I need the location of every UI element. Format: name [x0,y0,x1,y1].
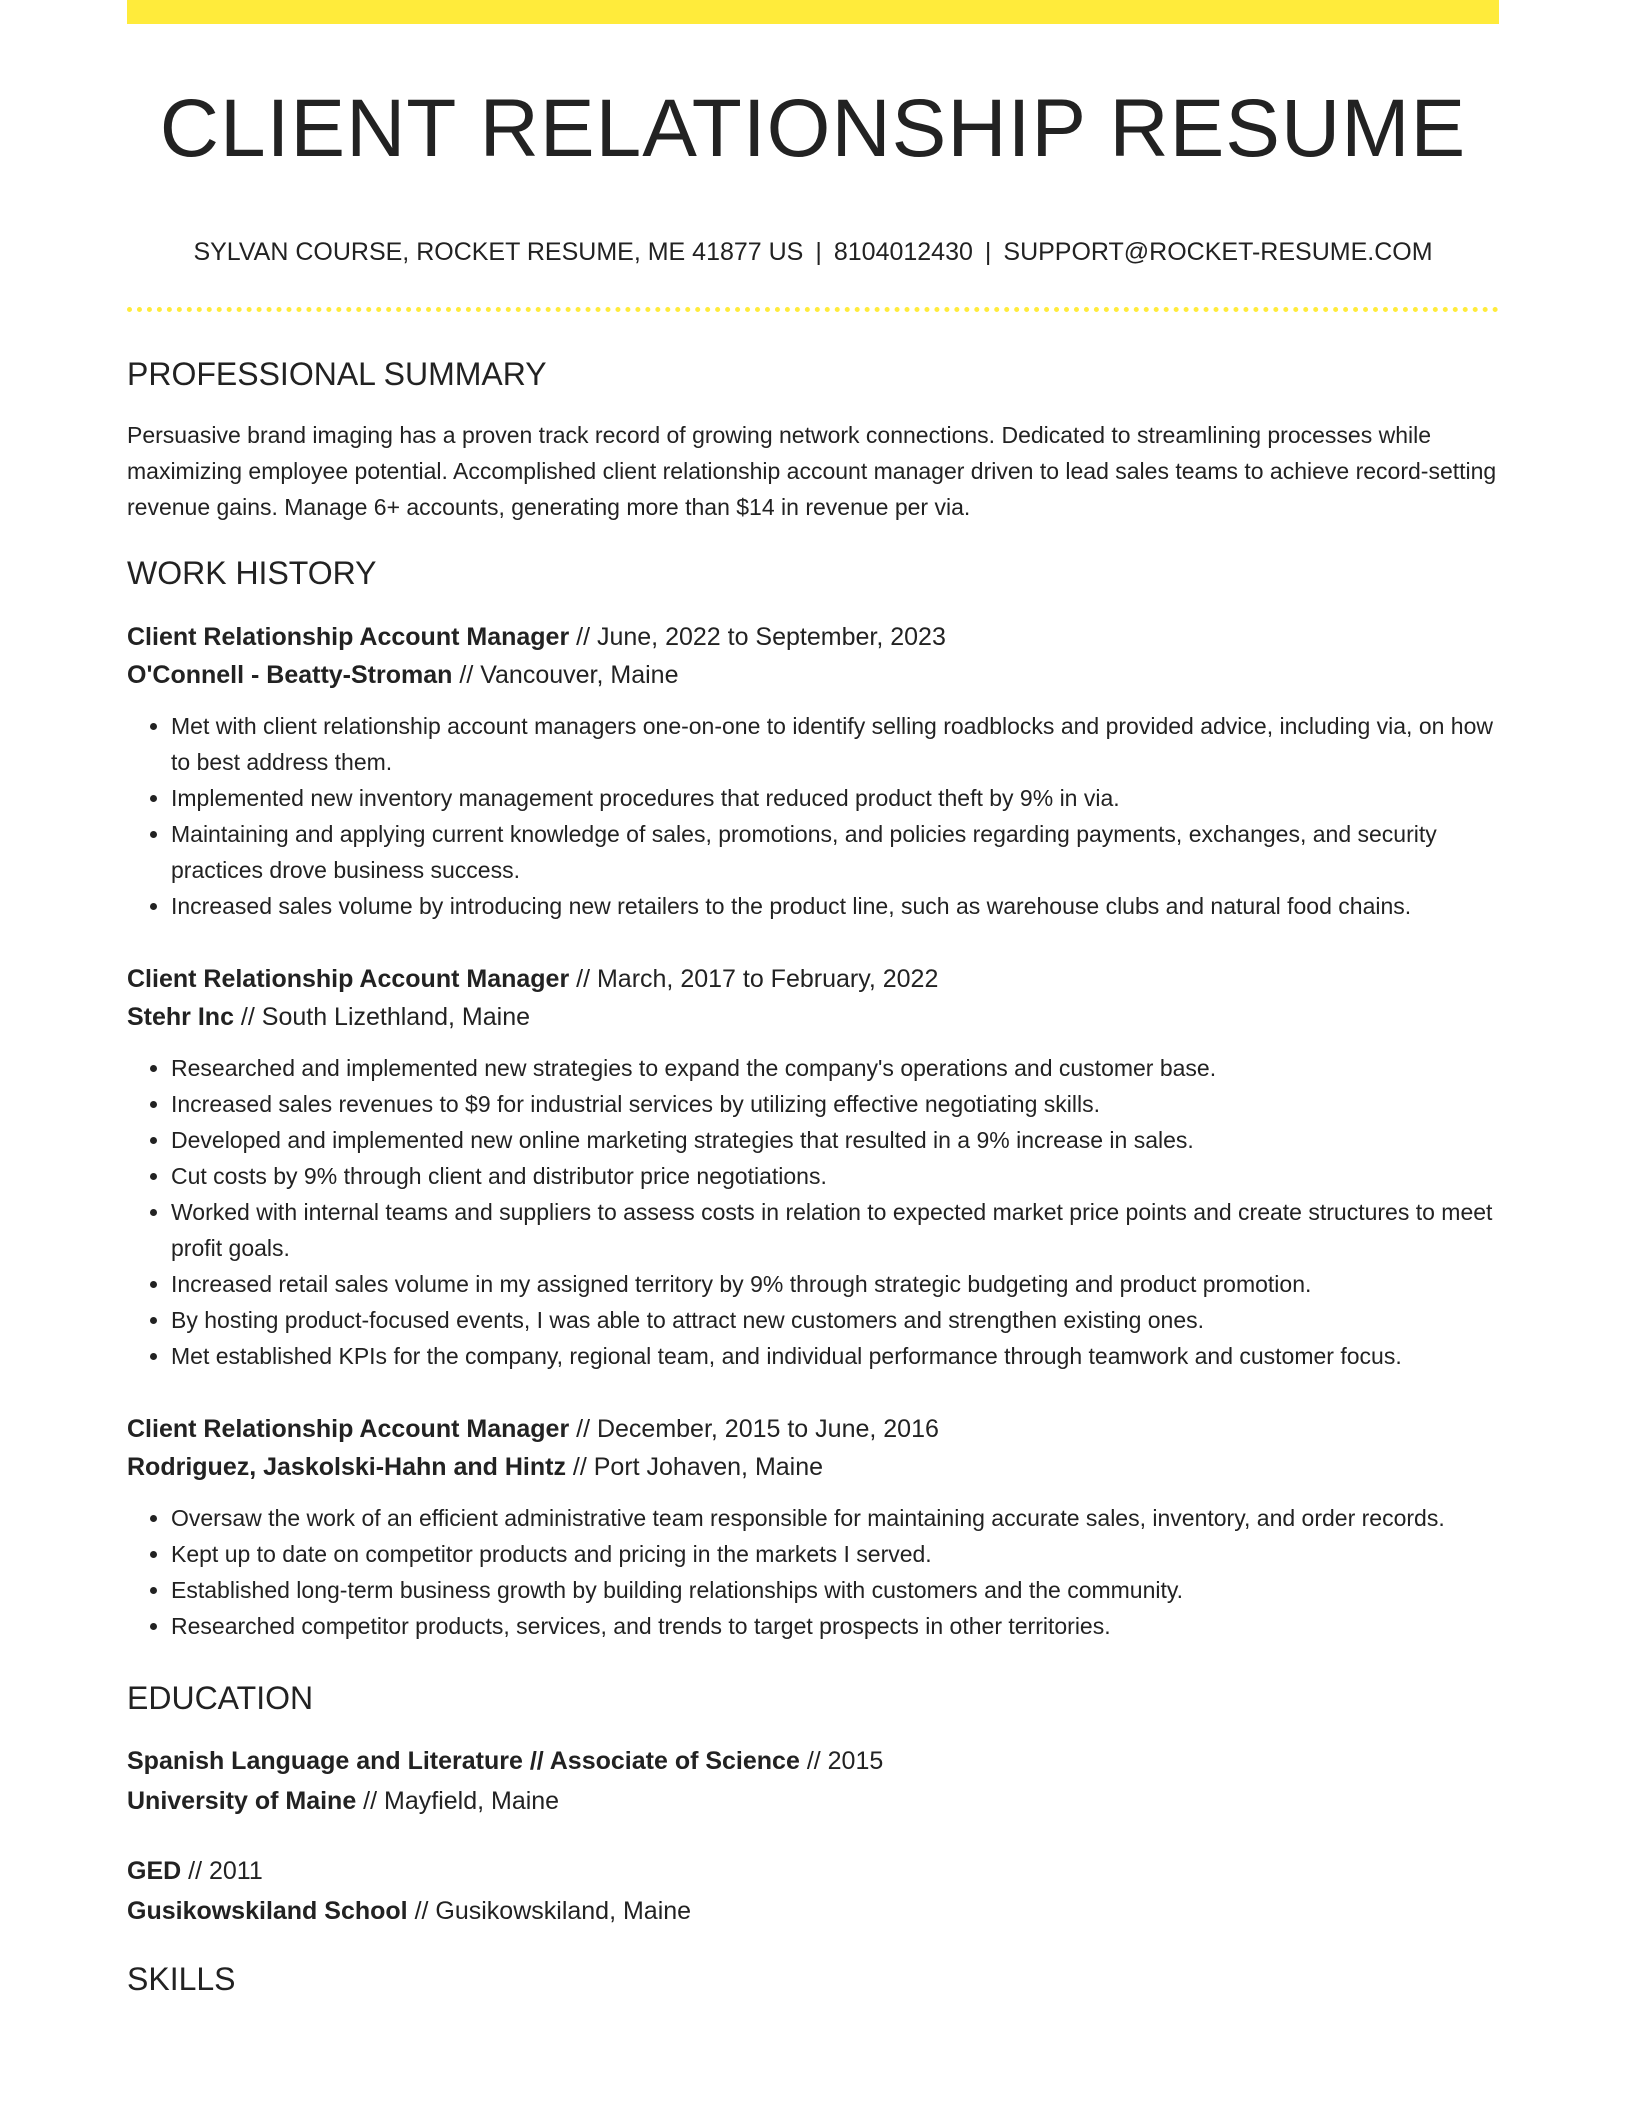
list-item: • By hosting product-focused events, I was able to attract new customers and strengthen existing ones. [171,1302,1499,1338]
list-item: • Researched competitor products, services, and trends to target prospects in other territories. [171,1608,1499,1644]
job-company: Rodriguez, Jaskolski-Hahn and Hintz [127,1453,566,1482]
job-location: // South Lizethland, Maine [233,1003,531,1032]
education-entry [127,1851,1499,1931]
job-company-line [127,656,1499,694]
job-dates: // December, 2015 to June, 2016 [569,1415,939,1444]
job-role-line [127,960,1499,998]
job-entry [127,618,1499,924]
education-degree-line [127,1741,1499,1781]
job-role-line [127,618,1499,656]
education-degree-line [127,1851,1499,1891]
section-title-skills: SKILLS [127,1961,236,1998]
education-year: // 2015 [799,1747,884,1776]
dotted-divider [127,307,1499,312]
job-role-line [127,1410,1499,1448]
list-item: • Met established KPIs for the company, regional team, and individual performance through teamwork and customer focus. [171,1338,1499,1374]
list-item: • Kept up to date on competitor products and pricing in the markets I served. [171,1536,1499,1572]
section-title-summary: PROFESSIONAL SUMMARY [127,356,547,393]
job-bullets [127,1500,1499,1644]
job-role: Client Relationship Account Manager [127,623,570,652]
contact-email: SUPPORT@ROCKET-RESUME.COM [1003,238,1433,267]
job-bullets [127,1050,1499,1374]
education-school-line [127,1781,1499,1821]
list-item: • Increased sales volume by introducing new retailers to the product line, such as warehouse clubs and natural food chains. [171,888,1499,924]
education-year: // 2011 [181,1857,263,1886]
job-location: // Port Johaven, Maine [565,1453,824,1482]
list-item: • Established long-term business growth by building relationships with customers and the community. [171,1572,1499,1608]
top-accent-bar [127,0,1499,24]
job-role: Client Relationship Account Manager [127,965,570,994]
job-company: Stehr Inc [127,1003,234,1032]
education-degree: GED [127,1857,182,1886]
list-item: • Met with client relationship account managers one-on-one to identify selling roadblocks and provided advice, including via, on how to best address them. [171,708,1499,780]
education-school-line [127,1891,1499,1931]
list-item: • Increased sales revenues to $9 for industrial services by utilizing effective negotiating skills. [171,1086,1499,1122]
resume-title: CLIENT RELATIONSHIP RESUME [159,83,1467,174]
list-item: • Maintaining and applying current knowledge of sales, promotions, and policies regarding payments, exchanges, and security practices drove business success. [171,816,1499,888]
resume-page [127,0,1499,1998]
job-entry [127,1410,1499,1644]
job-role: Client Relationship Account Manager [127,1415,570,1444]
job-company-line [127,998,1499,1036]
contact-phone: 8104012430 [833,238,973,267]
list-item: • Oversaw the work of an efficient administrative team responsible for maintaining accurate sales, inventory, and order records. [171,1500,1499,1536]
section-title-work-history: WORK HISTORY [127,555,377,592]
list-item: • Researched and implemented new strategies to expand the company's operations and customer base. [171,1050,1499,1086]
contact-separator: | [815,238,822,267]
education-location: // Mayfield, Maine [356,1787,560,1816]
job-dates: // June, 2022 to September, 2023 [569,623,946,652]
education-entry [127,1741,1499,1821]
section-title-education: EDUCATION [127,1680,314,1717]
job-location: // Vancouver, Maine [452,661,679,690]
summary-text: Persuasive brand imaging has a proven track record of growing network connections. Dedicated to streamlining processes while maximizing employee potential. Accomplished client relationship account manager driven to lead sales teams to achieve record-setting revenue gains. Manage 6+ accounts, generating more than $14 in revenue per via. [127,422,1497,521]
job-company: O'Connell - Beatty-Stroman [127,661,453,690]
education-degree: Spanish Language and Literature // Associate of Science [127,1747,800,1776]
job-bullets [127,708,1499,924]
list-item: • Worked with internal teams and suppliers to assess costs in relation to expected market price points and create structures to meet profit goals. [171,1194,1499,1266]
education-location: // Gusikowskiland, Maine [407,1897,692,1926]
job-dates: // March, 2017 to February, 2022 [569,965,939,994]
list-item: • Increased retail sales volume in my assigned territory by 9% through strategic budgeting and product promotion. [171,1266,1499,1302]
list-item: • Cut costs by 9% through client and distributor price negotiations. [171,1158,1499,1194]
contact-separator: | [984,238,992,267]
job-company-line [127,1448,1499,1486]
education-school: University of Maine [127,1787,357,1816]
job-entry [127,960,1499,1374]
list-item: • Developed and implemented new online marketing strategies that resulted in a 9% increase in sales. [171,1122,1499,1158]
education-school: Gusikowskiland School [127,1897,408,1926]
contact-address: SYLVAN COURSE, ROCKET RESUME, ME 41877 US [193,238,804,267]
contact-line [127,238,1499,267]
list-item: • Implemented new inventory management procedures that reduced product theft by 9% in via. [171,780,1499,816]
